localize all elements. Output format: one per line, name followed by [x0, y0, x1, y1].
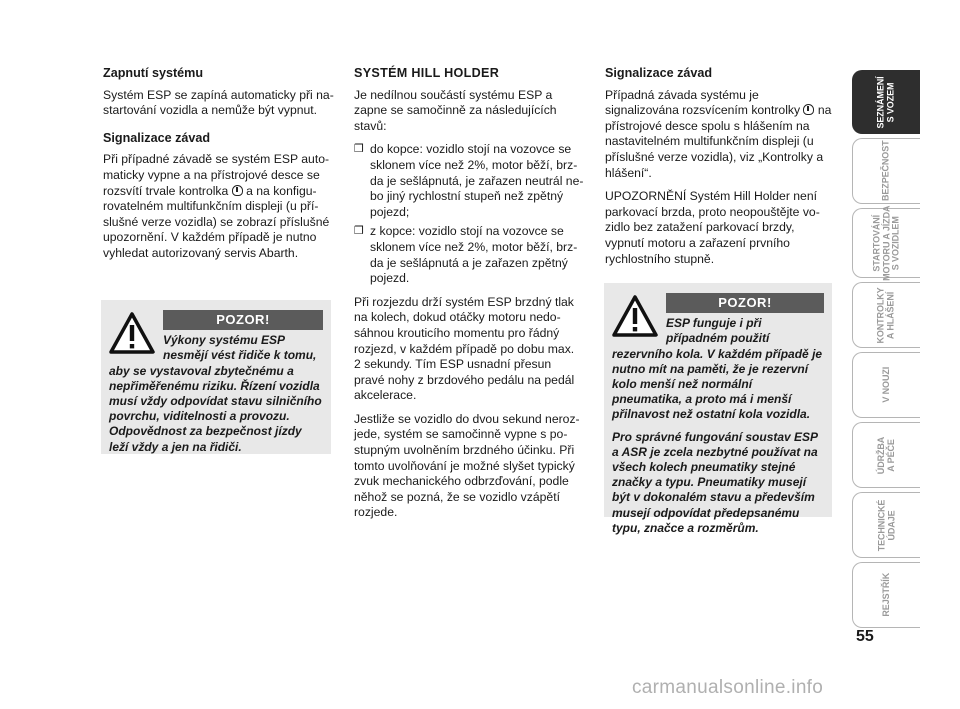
warning-label: POZOR! [163, 310, 323, 330]
column-right [605, 66, 833, 275]
tab-maintenance[interactable]: ÚDRŽBA A PÉČE [852, 422, 920, 488]
paragraph-hill-holder-start: Při rozjezdu drží systém ESP brzdný tlak na kolech, dokud otáčky motoru nedosáhnou krouticího momentu pro řádný rozjezd, v každém případě po dobu max. 2 sekundy. Tím ESP usnadní přesun pravé nohy z brzdového pedálu na pedál akcelerace. [354, 294, 575, 403]
tab-starting-driving[interactable]: STARTOVÁNÍ MOTORU A JÍZDA S VOZIDLEM [852, 208, 920, 278]
tab-safety[interactable]: BEZPEČNOST [852, 138, 920, 204]
paragraph-system-fault: Případná závada systému je signalizována rozsvícením kontrolky na přístrojové desce spolu s hlášením na nastavitelném multifunkčním displeji (u příslušné verze vozidla), viz „Kontrolky a hlášení“. [605, 87, 832, 180]
paragraph-fault-signalling: Při případné závadě se systém ESP automaticky vypne a na přístrojové desce se rozsvítí trvale kontrolka a na konfigurovatelném multifunkčním displeji (u příslušné verze vozidla) se zobrazí příslušné upozornění. V každém případě je nutno vyhledat autorizovaný servis Abarth. [103, 152, 330, 260]
tab-getting-to-know[interactable]: SEZNÁMENÍ S VOZEM [852, 70, 920, 134]
heading-hill-holder: SYSTÉM HILL HOLDER [354, 66, 500, 80]
tab-index[interactable]: REJSTŘÍK [852, 562, 920, 628]
watermark: carmanualsonline.info [632, 677, 824, 698]
paragraph-notice: UPOZORNĚNÍ Systém Hill Holder není parkovací brzda, proto neopouštějte vozidlo bez zatažení parkovací brzdy, vypnutí motoru a zařazení prvního rychlostního stupně. [605, 189, 820, 266]
tab-warning-lights[interactable]: KONTROLKY A HLÁŠENÍ [852, 282, 920, 348]
warning-label: POZOR! [666, 293, 824, 313]
paragraph-hill-holder-release: Jestliže se vozidlo do dvou sekund nerozjede, systém se samočinně vypne s postupným uvolněním brzdného účinku. Při tomto uvolňování je možné slyšet typický zvuk mechanického odbrzďování, podle něhož se pozná, že se vozidlo vzápětí rozjede. [354, 411, 580, 520]
heading-fault-signalling: Signalizace závad [103, 130, 211, 145]
tab-technical-data[interactable]: TECHNICKÉ ÚDAJE [852, 492, 920, 558]
warning-box-spare-wheel [604, 283, 832, 535]
bullet-checkbox-icon: ❒ [354, 143, 364, 156]
warning-triangle-icon [612, 295, 658, 337]
column-left [103, 66, 335, 270]
paragraph-hill-holder-intro: Je nedílnou součástí systému ESP a zapne se samočinně za následujících stavů: [354, 87, 557, 133]
list-item: ❒ do kopce: vozidlo stojí na vozovce se sklonem více než 2%, motor běží, brzda je sešlápnutá, je zařazen neutrál nebo jiný rychlostní stupeň než zpětný pojezd; [354, 142, 584, 219]
warning-text-tyres: Pro správné fungování soustav ESP a ASR je zcela nezbytné používat na všech kolech pneumatiky stejné značky a typu. Pneumatiky musejí být v dokonalém stavu a především musejí odpovídat předepsanému typu, značce a rozměrům. [612, 429, 818, 535]
warning-triangle-icon [109, 312, 155, 354]
heading-fault-signalling-2: Signalizace závad [605, 66, 713, 80]
esp-warning-lamp-icon [803, 104, 814, 115]
page-number: 55 [856, 628, 874, 645]
warning-text-spare-wheel: ESP funguje i při případném použití rezervního kola. V každém případě je nutno mít na paměti, že je rezervní kolo menší než normální pneumatika, a proto má i menší přilnavost než ostatní kola vozidla. [612, 316, 823, 422]
warning-box-esp-risk [101, 300, 331, 454]
bullet-checkbox-icon: ❒ [354, 225, 364, 238]
paragraph-esp-activation: Systém ESP se zapíná automaticky při nastartování vozidla a nemůže být vypnut. [103, 87, 334, 118]
tab-emergency[interactable]: V NOUZI [852, 352, 920, 418]
heading-esp-activation: Zapnutí systému [103, 66, 204, 80]
list-item: ❒ z kopce: vozidlo stojí na vozovce se sklonem více než 2%, motor běží, brzda je sešlápnutá a je zařazen zpětný pojezd. [354, 224, 578, 286]
warning-text: Výkony systému ESP nesmějí vést řidiče k tomu, aby se vystavoval zbytečnému a nepřiměřenému riziku. Řízení vozidla musí vždy odpovídat stavu silničního povrchu, viditelnosti a provozu. Odpovědnost za bezpečnost jízdy leží vždy a jen na řidiči. [109, 333, 322, 454]
esp-warning-lamp-icon [232, 185, 243, 196]
column-middle [354, 66, 584, 529]
